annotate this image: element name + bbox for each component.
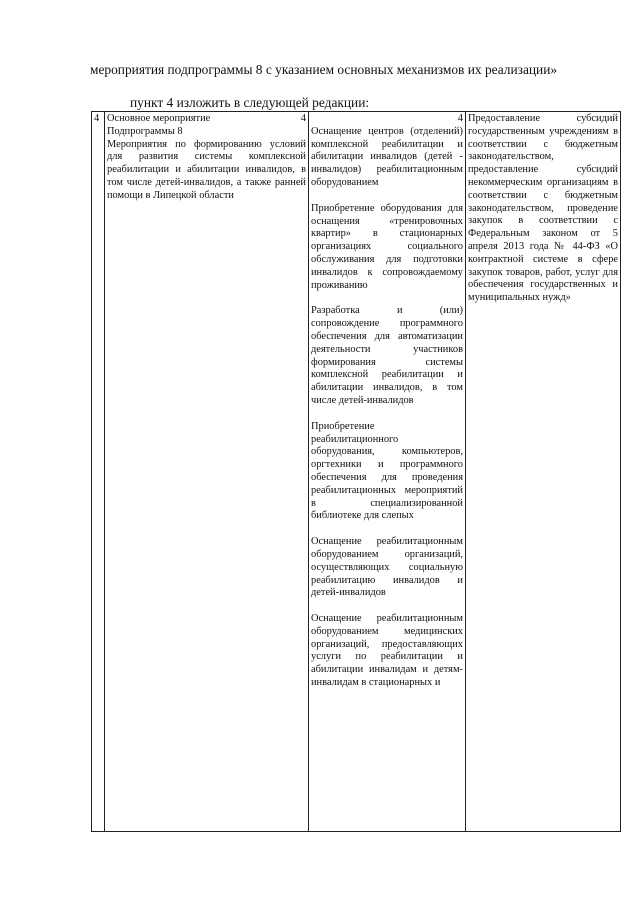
activity-item: Оснащение центров (отделений) комплексной реабилитации и абилитации инвалидов (детей - инвалидов) реабилитационным оборудованием [311, 125, 463, 188]
mechanisms-cell [466, 112, 621, 832]
amendment-instruction: пункт 4 изложить в следующей редакции: [130, 95, 370, 110]
activities-top-number: 4 [457, 113, 463, 124]
measure-title-right: 4 [300, 113, 306, 124]
amendment-table [91, 111, 621, 832]
activity-item: Оснащение реабилитационным оборудованием организаций, осуществляющих социальную реабилитацию инвалидов и детей-инвалидов [311, 536, 463, 599]
activity-item: Приобретение реабилитационного оборудования, компьютеров, оргтехники и программного обеспечения для проведения реабилитационных мероприятий в специализированной библиотеке для слепых [311, 420, 463, 522]
activity-item: Разработка и (или) сопровождение программного обеспечения для автоматизации деятельности участников формирования системы комплексной реабилитации и абилитации инвалидов, в том числе детей-инвалидов [311, 305, 463, 406]
mechanisms-text: Предоставление субсидий государственным учреждениям в соответствии с бюджетным законодательством, предоставление субсидий некоммерческим организациям в соответствии с бюджетным законодательством, проведение закупок в соответствии с Федеральным законом от 5 апреля 2013 года № 44-ФЗ «О контрактной системе в сфере закупок товаров, работ, услуг для обеспечения государственных и муниципальных нужд» [468, 113, 618, 304]
measure-description: Мероприятия по формированию условий для развития системы комплексной реабилитации и абилитации инвалидов, в том числе детей-инвалидов, а также ранней помощи в Липецкой области [107, 138, 306, 201]
activities-cell [309, 112, 466, 832]
measure-title-left: Основное мероприятие [107, 113, 211, 124]
measure-title [107, 113, 306, 126]
activity-item: Оснащение реабилитационным оборудованием медицинских организаций, предоставляющих услуги по реабилитации и абилитации инвалидам и детям-инвалидам в стационарных и [311, 613, 463, 689]
row-number-cell: 4 [92, 112, 105, 832]
table-row [92, 112, 621, 832]
activity-item: Приобретение оборудования для оснащения «тренировочных квартир» в стационарных организациях социального обслуживания для подготовки инвалидов к сопровождаемому проживанию [311, 202, 463, 291]
measure-subprogram: Подпрограммы 8 [107, 125, 183, 137]
intro-paragraph: мероприятия подпрограммы 8 с указанием основных механизмов их реализации» [90, 62, 558, 77]
measure-name-cell [105, 112, 309, 832]
